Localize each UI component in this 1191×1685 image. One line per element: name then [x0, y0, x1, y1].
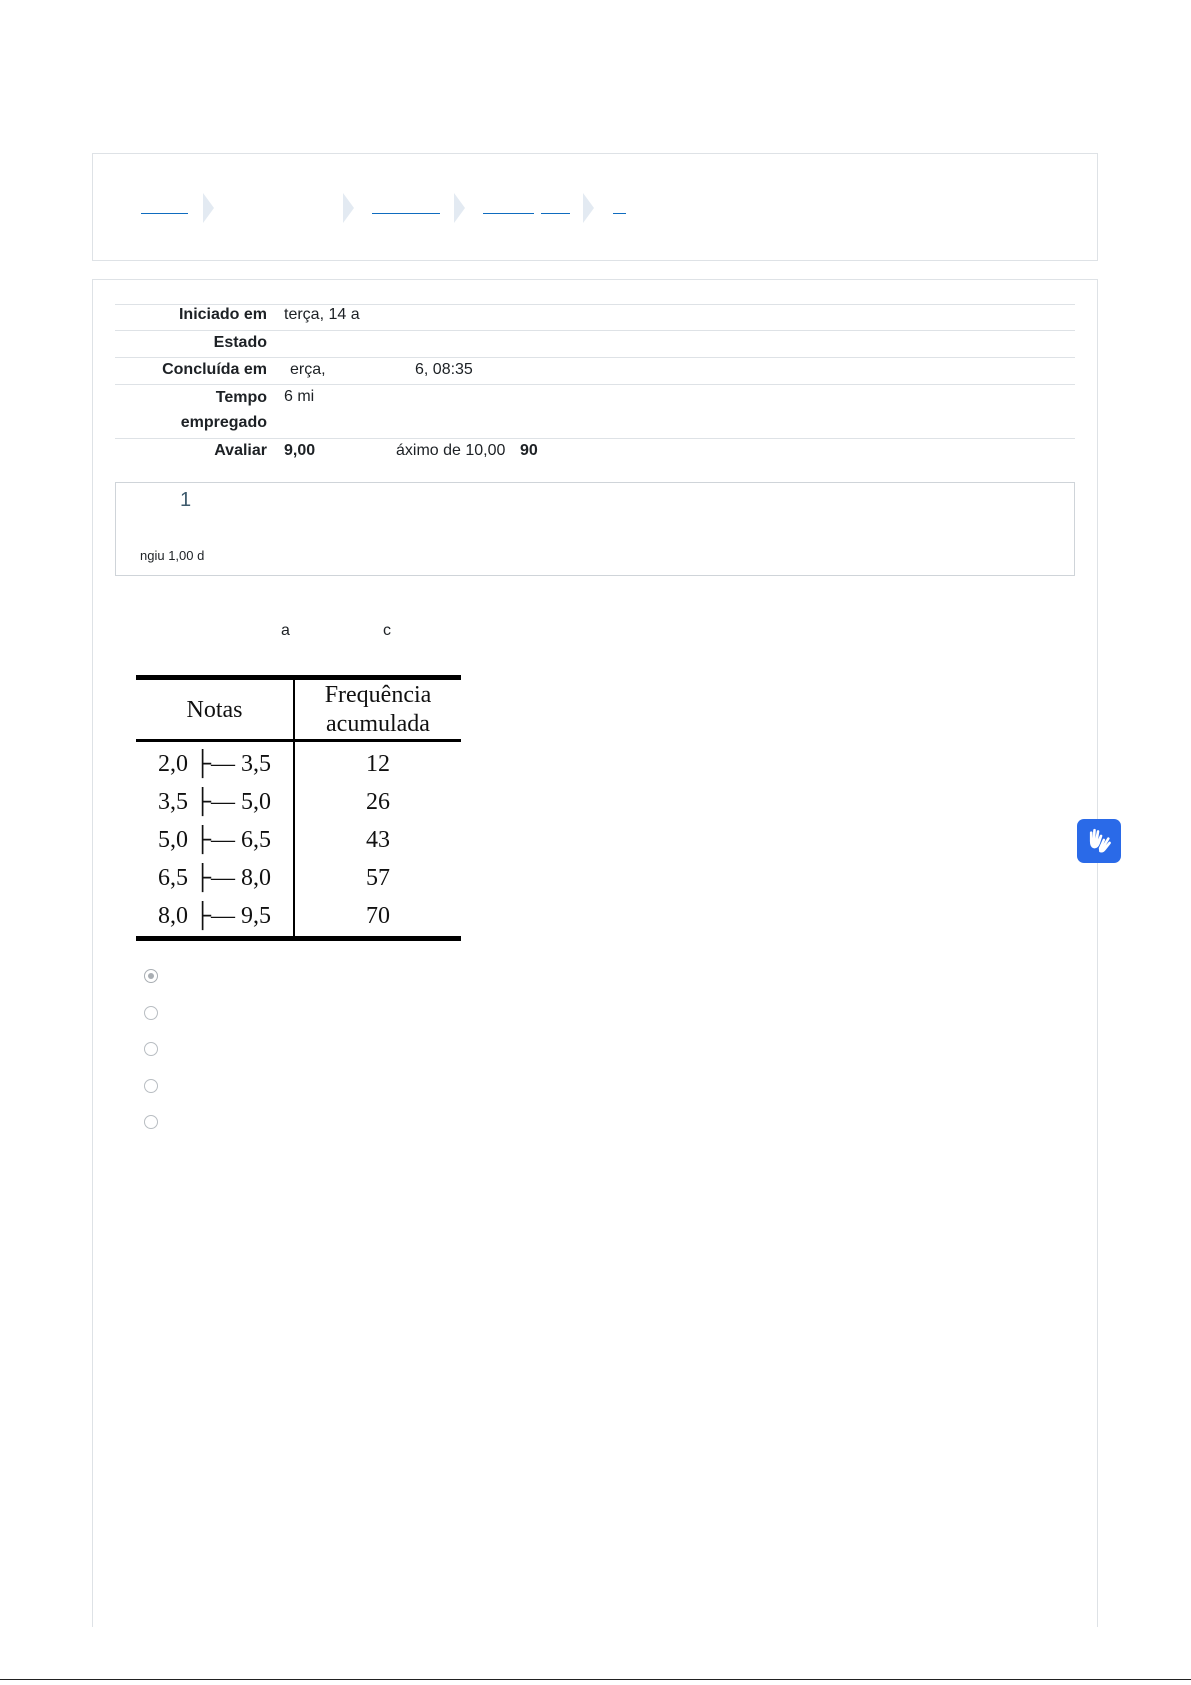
- completed-value-time: 6, 08:35: [415, 361, 473, 378]
- page-bottom-rule: [0, 1679, 1191, 1680]
- chevron-right-icon: [343, 193, 354, 223]
- question-text-fragment: a: [281, 622, 290, 639]
- summary-row-divider: [115, 357, 1075, 358]
- breadcrumb-link-5[interactable]: [613, 213, 626, 214]
- breadcrumb-link-2[interactable]: [372, 213, 440, 214]
- grade-max-text: áximo de 10,00: [396, 442, 506, 459]
- started-label: Iniciado em: [178, 306, 267, 323]
- grade-label: Avaliar: [214, 442, 267, 459]
- table-header-frequency: Frequência acumulada: [324, 682, 432, 737]
- answer-option-radio-3[interactable]: [144, 1042, 158, 1056]
- table-header-notas: Notas: [186, 697, 243, 723]
- state-label: Estado: [213, 334, 267, 351]
- answer-option-radio-2[interactable]: [144, 1006, 158, 1020]
- table-cell-frequency: 26: [366, 789, 390, 815]
- table-cell-frequency: 12: [366, 751, 390, 777]
- summary-row-divider: [115, 330, 1075, 331]
- breadcrumb-link-4[interactable]: [541, 213, 570, 214]
- answer-option-radio-1[interactable]: [144, 969, 158, 983]
- table-header-rule: [136, 739, 461, 742]
- grade-percent: 90: [520, 442, 538, 459]
- question-number: 1: [180, 489, 192, 511]
- chevron-right-icon: [454, 193, 465, 223]
- time-taken-value: 6 mi: [284, 388, 315, 405]
- grade-value: 9,00: [284, 442, 316, 459]
- sign-language-hands-icon: [1084, 826, 1114, 856]
- table-cell-interval: 6,5 ├— 8,0: [157, 865, 271, 891]
- chevron-right-icon: [583, 193, 594, 223]
- question-grade-info: ngiu 1,00 d: [140, 548, 205, 563]
- table-cell-interval: 3,5 ├— 5,0: [157, 789, 271, 815]
- table-cell-interval: 8,0 ├— 9,5: [157, 903, 271, 929]
- answer-option-radio-5[interactable]: [144, 1115, 158, 1129]
- question-info-box: [115, 482, 1075, 576]
- chevron-right-icon: [203, 193, 214, 223]
- table-cell-frequency: 57: [366, 865, 390, 891]
- summary-row-divider: [115, 438, 1075, 439]
- table-cell-frequency: 43: [366, 827, 390, 853]
- accessibility-button[interactable]: [1077, 819, 1121, 863]
- table-top-rule: [136, 675, 461, 680]
- completed-label: Concluída em: [162, 361, 267, 378]
- table-cell-interval: 5,0 ├— 6,5: [157, 827, 271, 853]
- answer-option-radio-4[interactable]: [144, 1079, 158, 1093]
- table-bottom-rule: [136, 936, 461, 941]
- completed-value-day: erça,: [290, 361, 326, 378]
- breadcrumb-link-3[interactable]: [483, 213, 534, 214]
- time-taken-label: Tempo empregado: [180, 389, 267, 431]
- started-value: terça, 14 a: [284, 306, 360, 323]
- breadcrumb-panel: [92, 153, 1098, 261]
- table-cell-interval: 2,0 ├— 3,5: [157, 751, 271, 777]
- frequency-table: [136, 675, 461, 941]
- table-cell-frequency: 70: [366, 903, 390, 929]
- question-text-fragment: c: [383, 622, 391, 639]
- breadcrumb-link-1[interactable]: [141, 213, 188, 214]
